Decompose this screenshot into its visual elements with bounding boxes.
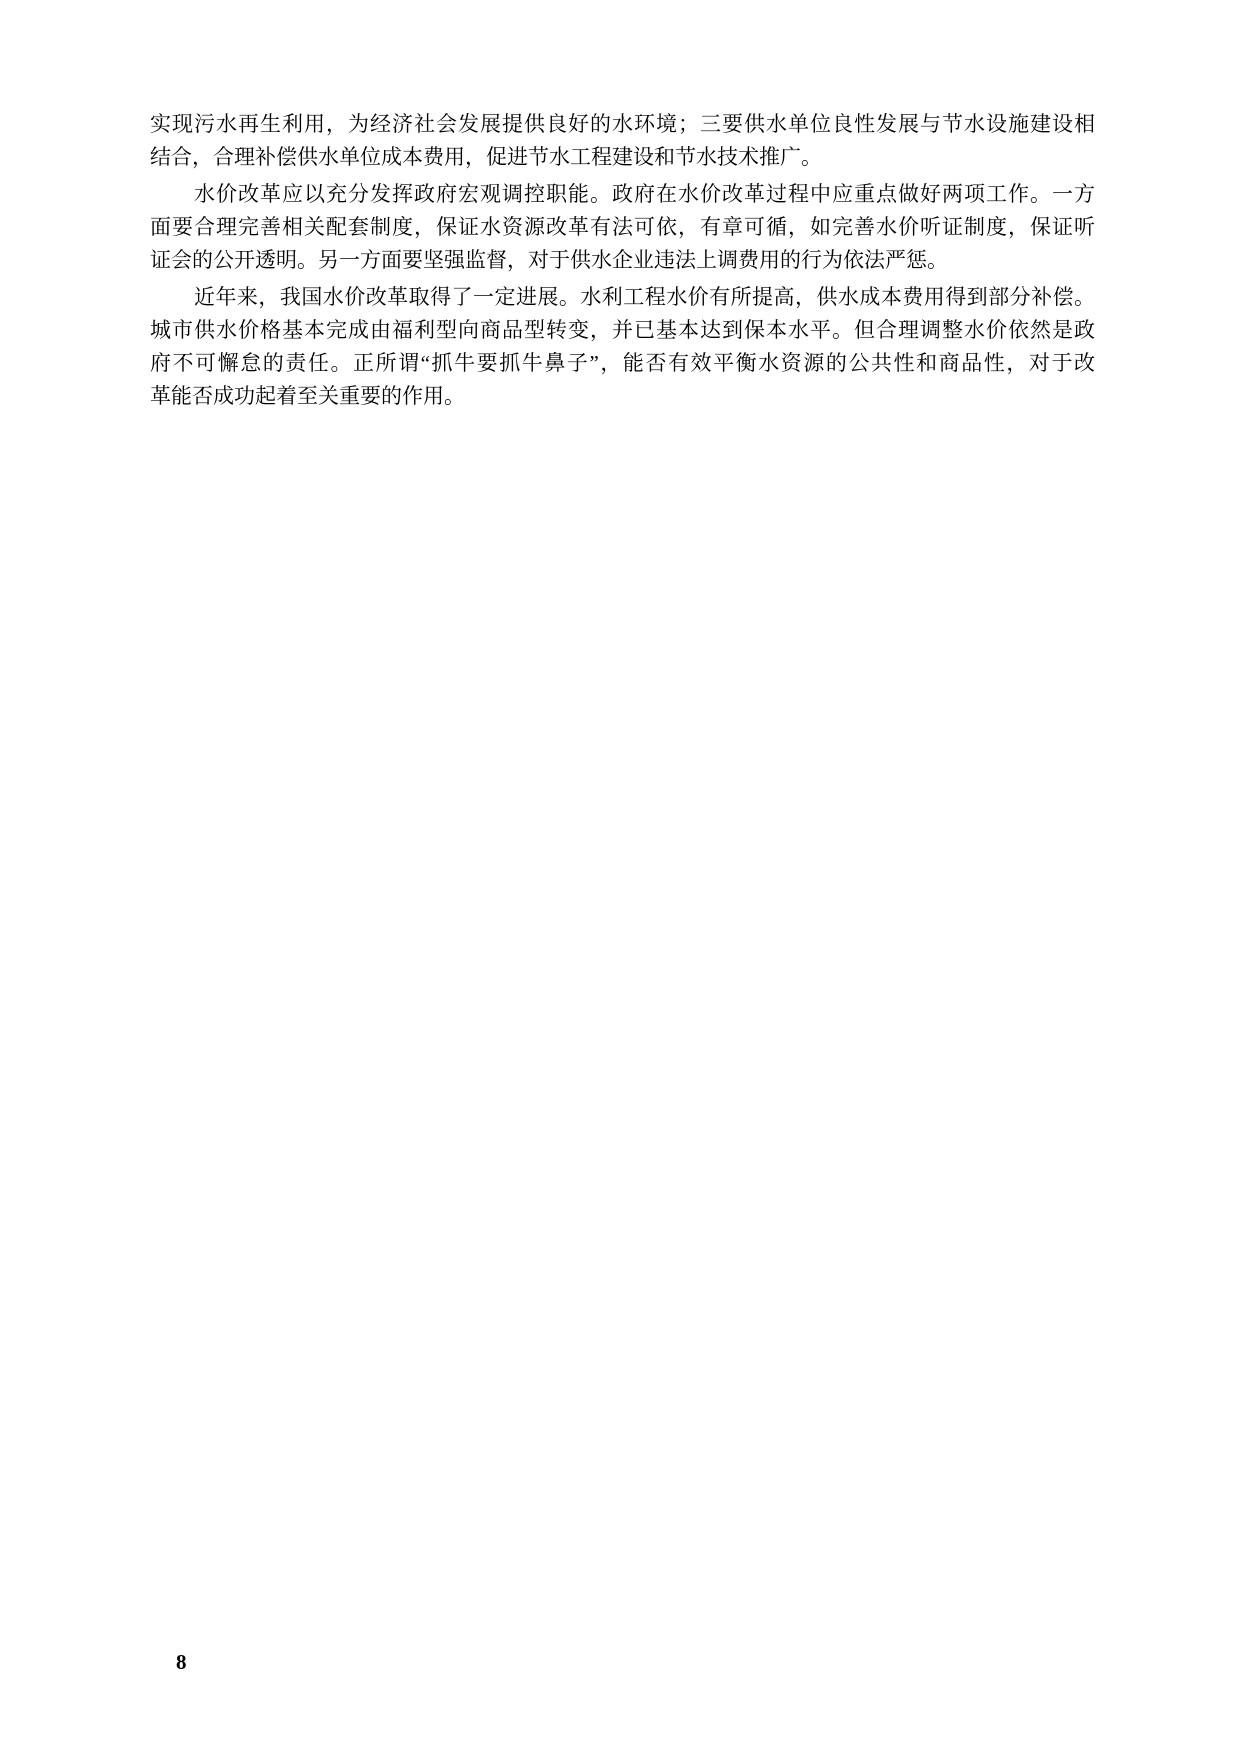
paragraph-3-line-1: 近年来，我国水价改革取得了一定进展。水利工程水价有所提高，供水成本费用得到部分补偿。 — [194, 285, 1095, 309]
paragraph-1 — [150, 108, 1095, 174]
page-number: 8 — [176, 1650, 187, 1674]
paragraph-1-line-2: 结合，合理补偿供水单位成本费用，促进节水工程建设和节水技术推广。 — [150, 145, 822, 169]
paragraph-3-line-4: 革能否成功起着至关重要的作用。 — [150, 384, 465, 408]
document-body — [150, 108, 1095, 413]
paragraph-2 — [150, 178, 1095, 277]
paragraph-3 — [150, 281, 1095, 413]
paragraph-1-line-1: 实现污水再生利用，为经济社会发展提供良好的水环境；三要供水单位良性发展与节水设施建设相 — [150, 112, 1095, 136]
paragraph-2-line-2: 面要合理完善相关配套制度，保证水资源改革有法可依，有章可循，如完善水价听证制度，保证听 — [150, 215, 1095, 239]
paragraph-2-line-1: 水价改革应以充分发挥政府宏观调控职能。政府在水价改革过程中应重点做好两项工作。一方 — [194, 182, 1095, 206]
paragraph-2-line-3: 证会的公开透明。另一方面要坚强监督，对于供水企业违法上调费用的行为依法严惩。 — [150, 248, 948, 272]
paragraph-3-line-3: 府不可懈怠的责任。正所谓“抓牛要抓牛鼻子”，能否有效平衡水资源的公共性和商品性，对于改 — [150, 351, 1095, 375]
paragraph-3-line-2: 城市供水价格基本完成由福利型向商品型转变，并已基本达到保本水平。但合理调整水价依然是政 — [150, 318, 1095, 342]
